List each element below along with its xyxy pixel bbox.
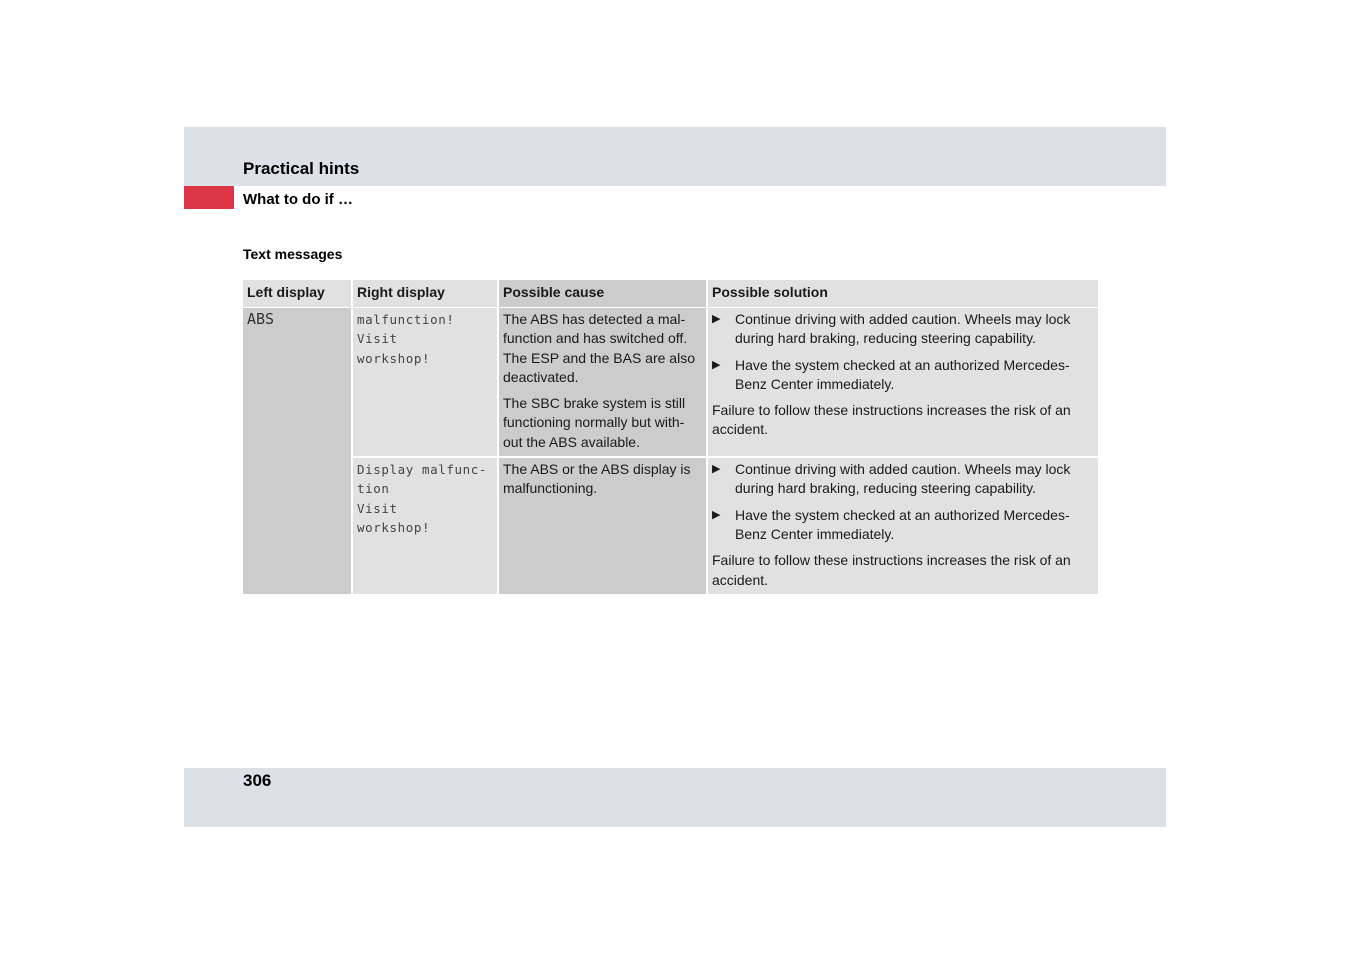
right-display-line: Visit [357,500,398,516]
possible-cause-cell [498,457,707,594]
subsection-title: Text messages [243,246,343,262]
possible-cause-cell [498,308,707,458]
triangle-right-icon: ▶ [712,358,721,371]
solution-step [712,460,1094,499]
cause-paragraph: The ABS has detected a mal-function and has switched off. The ESP and the BAS are also deactivated. [503,311,695,385]
column-header-right-display: Right display [352,280,498,308]
column-header-left-display: Left display [243,280,352,308]
column-header-possible-solution: Possible solution [707,280,1098,308]
right-display-line: workshop! [357,350,431,366]
column-header-possible-cause: Possible cause [498,280,707,308]
solution-step-text: Continue driving with added caution. Wheels may lock during hard braking, reducing steering capability. [735,311,1071,347]
right-display-line: malfunction! [357,312,455,327]
triangle-right-icon: ▶ [712,463,721,476]
table-row [243,308,1098,458]
possible-solution-cell [707,457,1098,594]
section-title: What to do if … [243,191,353,208]
page-number: 306 [243,771,272,790]
solution-step-text: Continue driving with added caution. Wheels may lock during hard braking, reducing steering capability. [735,461,1071,497]
right-display-line: workshop! [357,519,431,535]
solution-step [712,356,1094,395]
solution-step-text: Have the system checked at an authorized Mercedes-Benz Center immediately. [735,506,1070,542]
triangle-right-icon: ▶ [712,508,721,521]
solution-step [712,506,1094,545]
cause-paragraph: The SBC brake system is still functioning normally but with-out the ABS available. [503,395,686,450]
right-display-line: Visit [357,331,398,347]
table-row [243,457,1098,594]
right-display-cell [352,457,498,594]
solution-step-text: Have the system checked at an authorized Mercedes-Benz Center immediately. [735,356,1070,392]
solution-note: Failure to follow these instructions increases the risk of an accident. [712,552,1071,588]
right-display-cell [352,308,498,458]
text-messages-table [243,280,1098,594]
cause-paragraph: The ABS or the ABS display is malfunctioning. [503,461,691,497]
solution-step [712,310,1094,349]
table-header-row [243,280,1098,308]
chapter-title: Practical hints [243,159,360,178]
section-marker [184,186,234,209]
left-display-value: ABS [247,310,275,328]
right-display-line: Display malfunc- [357,462,488,478]
triangle-right-icon: ▶ [712,313,721,325]
right-display-line: tion [357,481,390,497]
solution-note: Failure to follow these instructions increases the risk of an accident. [712,402,1071,438]
footer-band [184,768,1166,827]
left-display-cell [243,308,352,594]
possible-solution-cell [707,308,1098,458]
